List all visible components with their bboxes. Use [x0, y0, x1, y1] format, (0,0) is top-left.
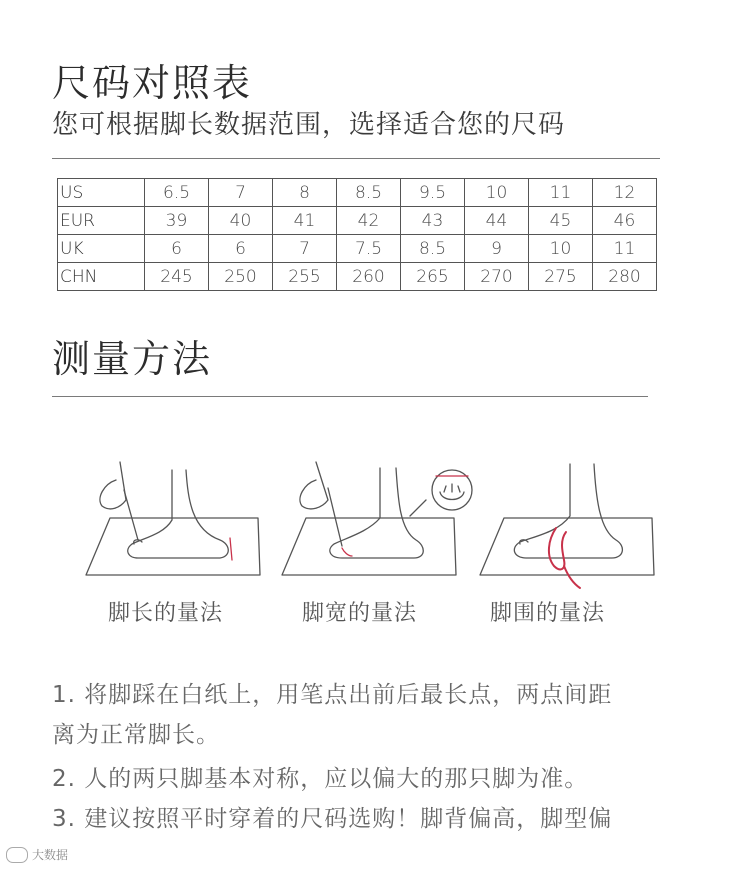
size-row [58, 263, 657, 291]
caption-foot-length: 脚长的量法 [108, 601, 224, 626]
size-cell: 6 [209, 235, 273, 263]
watermark [6, 846, 68, 863]
size-row-label: US [58, 179, 145, 207]
size-cell: 44 [465, 207, 529, 235]
size-cell: 40 [209, 207, 273, 235]
size-cell: 250 [209, 263, 273, 291]
size-cell: 8.5 [337, 179, 401, 207]
watermark-text: 大数据 [32, 848, 69, 862]
note-3: 3. 建议按照平时穿着的尺码选购！脚背偏高，脚型偏 [52, 806, 613, 832]
size-row-label: CHN [58, 263, 145, 291]
size-cell: 46 [593, 207, 657, 235]
note-1-line-2: 离为正常脚长。 [52, 722, 220, 748]
size-cell: 39 [145, 207, 209, 235]
caption-foot-girth: 脚围的量法 [490, 601, 606, 626]
size-cell: 265 [401, 263, 465, 291]
size-cell: 12 [593, 179, 657, 207]
size-chart-title: 尺码对照表 [52, 61, 253, 105]
size-cell: 255 [273, 263, 337, 291]
size-cell: 6.5 [145, 179, 209, 207]
size-cell: 45 [529, 207, 593, 235]
size-table [57, 178, 657, 291]
size-cell: 9 [465, 235, 529, 263]
size-cell: 270 [465, 263, 529, 291]
size-row [58, 235, 657, 263]
foot-girth-illustration [480, 464, 654, 588]
note-2: 2. 人的两只脚基本对称，应以偏大的那只脚为准。 [52, 766, 589, 792]
size-row [58, 207, 657, 235]
size-cell: 7.5 [337, 235, 401, 263]
size-row-label: UK [58, 235, 145, 263]
size-cell: 10 [465, 179, 529, 207]
size-cell: 280 [593, 263, 657, 291]
size-cell: 275 [529, 263, 593, 291]
size-cell: 11 [593, 235, 657, 263]
size-chart-subtitle: 您可根据脚长数据范围，选择适合您的尺码 [52, 110, 566, 140]
size-cell: 8 [273, 179, 337, 207]
size-cell: 7 [273, 235, 337, 263]
size-cell: 7 [209, 179, 273, 207]
foot-length-illustration [86, 462, 260, 575]
size-cell: 43 [401, 207, 465, 235]
size-cell: 42 [337, 207, 401, 235]
size-cell: 41 [273, 207, 337, 235]
size-row-label: EUR [58, 207, 145, 235]
size-cell: 245 [145, 263, 209, 291]
size-cell: 6 [145, 235, 209, 263]
watermark-logo-icon [6, 847, 28, 863]
measure-title: 测量方法 [52, 337, 213, 381]
size-cell: 260 [337, 263, 401, 291]
divider [52, 158, 660, 159]
size-cell: 9.5 [401, 179, 465, 207]
note-1-line-1: 1. 将脚踩在白纸上，用笔点出前后最长点，两点间距 [52, 682, 613, 708]
size-cell: 8.5 [401, 235, 465, 263]
foot-width-illustration [282, 462, 472, 575]
size-cell: 10 [529, 235, 593, 263]
size-row [58, 179, 657, 207]
size-cell: 11 [529, 179, 593, 207]
divider [52, 396, 648, 397]
caption-foot-width: 脚宽的量法 [302, 601, 418, 626]
measurement-illustrations [80, 460, 660, 590]
